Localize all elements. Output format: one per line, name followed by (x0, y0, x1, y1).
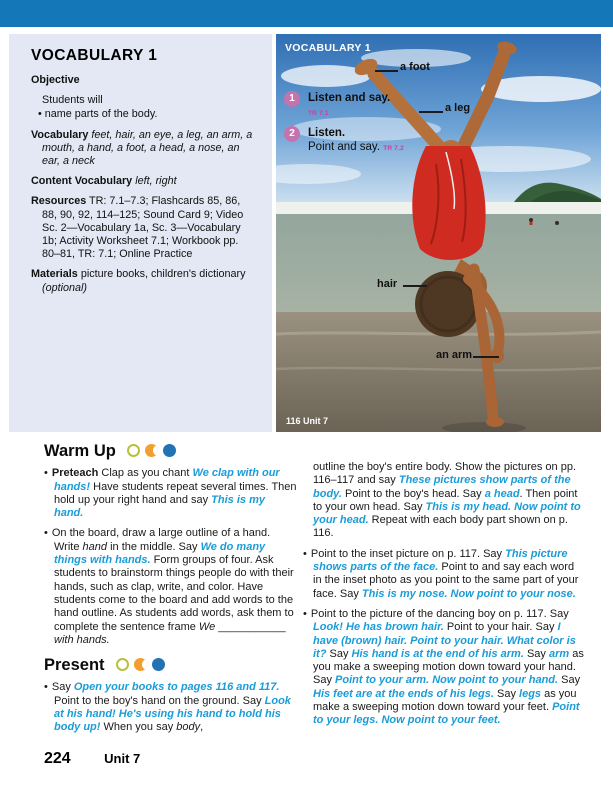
pacing-circle-blue (163, 444, 176, 457)
leader-line (375, 70, 398, 72)
student-book-photo (276, 34, 601, 432)
track-reference: TR 7.1 (308, 110, 329, 117)
sidebar-section-resources: Resources TR: 7.1–7.3; Flashcards 85, 86, 88, 90, 92, 114–125; Sound Card 9; Video Sc. 2—Vocabulary 1a, Sc. 3—Vocabulary 1b; Activity Worksheet 7.1; Workbook pp. 80–81, TR: 7.1; Online Practice (31, 195, 244, 261)
activity-instruction: Point and say. (308, 141, 381, 153)
activity-instruction: Listen and say. (308, 92, 391, 104)
objective-bullet: • name parts of the body. (31, 108, 258, 121)
student-page-number: 116 Unit 7 (286, 416, 329, 426)
instruction-continuation: outline the boy's entire body. Show the pictures on pp. 116–117 and say These pictures show parts of the body. Point to the boy's head. Say a head. Then point to your own head. Say This is my head. Now point to your head. Repeat with each body part shown on p. 116. (313, 461, 581, 540)
instruction-bullet: • Say Open your books to pages 116 and 117. Point to the boy's hand on the ground. Say Look at his hand! He's using his hand to hold his body up! When you say body, (44, 681, 297, 734)
track-reference: TR 7.2 (383, 145, 404, 152)
page-footer (44, 750, 140, 768)
present-heading-row (44, 658, 297, 674)
activity-1 (284, 91, 390, 121)
activity-number-badge: 1 (284, 91, 300, 107)
teacher-page-number: 224 (44, 750, 71, 767)
sidebar-section-objective: Objective (31, 74, 80, 86)
sidebar-section-materials: Materials picture books, children's dictionary (optional) (31, 268, 246, 294)
activity-2 (284, 126, 404, 156)
body-part-label-foot: a foot (400, 61, 430, 73)
objective-intro: Students will (42, 94, 103, 107)
pacing-circle-blue (152, 658, 165, 671)
activity-instruction: Listen. (308, 127, 346, 139)
sidebar-section-vocabulary: Vocabulary feet, hair, an eye, a leg, an arm, a mouth, a hand, a foot, a head, a nose, an ear, a neck (31, 128, 253, 168)
instruction-bullet: • Point to the picture of the dancing boy on p. 117. Say Look! He has brown hair. Point to your hair. Say I have (brown) hair. Point to your hair. What color is it? Say His hand is at the end of his arm. Say arm as you make a sweeping motion down toward your hand. Say Point to your arm. Now point to your hand. Say His feet are at the ends of his legs. Say legs as you make a sweeping motion down toward your feet. Point to your legs. Now point to your feet. (303, 608, 584, 728)
body-part-label-hair: hair (377, 278, 398, 290)
pacing-circle-orange (145, 444, 158, 457)
top-accent-band (0, 0, 613, 27)
warmup-heading: Warm Up (44, 442, 116, 460)
warmup-heading-row (44, 444, 297, 460)
leader-line (419, 111, 443, 113)
body-part-label-leg: a leg (445, 102, 471, 114)
instruction-bullet: • Preteach Clap as you chant We clap with our hands! Have students repeat several times. Then hold up your right hand and say This is my hand. (44, 467, 297, 520)
instruction-bullet: • On the board, draw a large outline of a hand. Write hand in the middle. Say We do many things with hands. Form groups of four. Ask students to brainstorm things people do with their hands, such as clap, write, and color. Have students come to the board and add words to the hand outline. As students add words, ask them to complete the sentence frame We ___________ with hands. (44, 527, 297, 647)
teaching-column-left (44, 444, 297, 742)
sidebar-section-content-vocabulary: Content Vocabulary left, right (31, 175, 177, 188)
activity-number-badge: 2 (284, 126, 300, 142)
unit-label: Unit 7 (104, 751, 141, 766)
instruction-bullet: • Point to the inset picture on p. 117. Say This picture shows parts of the face. Point to and say each word in the inset photo as you point to the same part of your face. Say This is my nose. Now point to your nose. (303, 548, 584, 601)
lesson-info-panel (9, 34, 272, 432)
body-part-label-arm: an arm (436, 349, 473, 361)
lesson-title: VOCABULARY 1 (31, 47, 158, 64)
pacing-circle-orange (134, 658, 147, 671)
teaching-column-right (303, 461, 584, 735)
leader-line (403, 285, 427, 287)
pacing-circle-green (127, 444, 140, 457)
student-page-header: VOCABULARY 1 (285, 42, 371, 54)
present-heading: Present (44, 656, 105, 675)
leader-line (473, 356, 499, 358)
pacing-circle-green (116, 658, 129, 671)
